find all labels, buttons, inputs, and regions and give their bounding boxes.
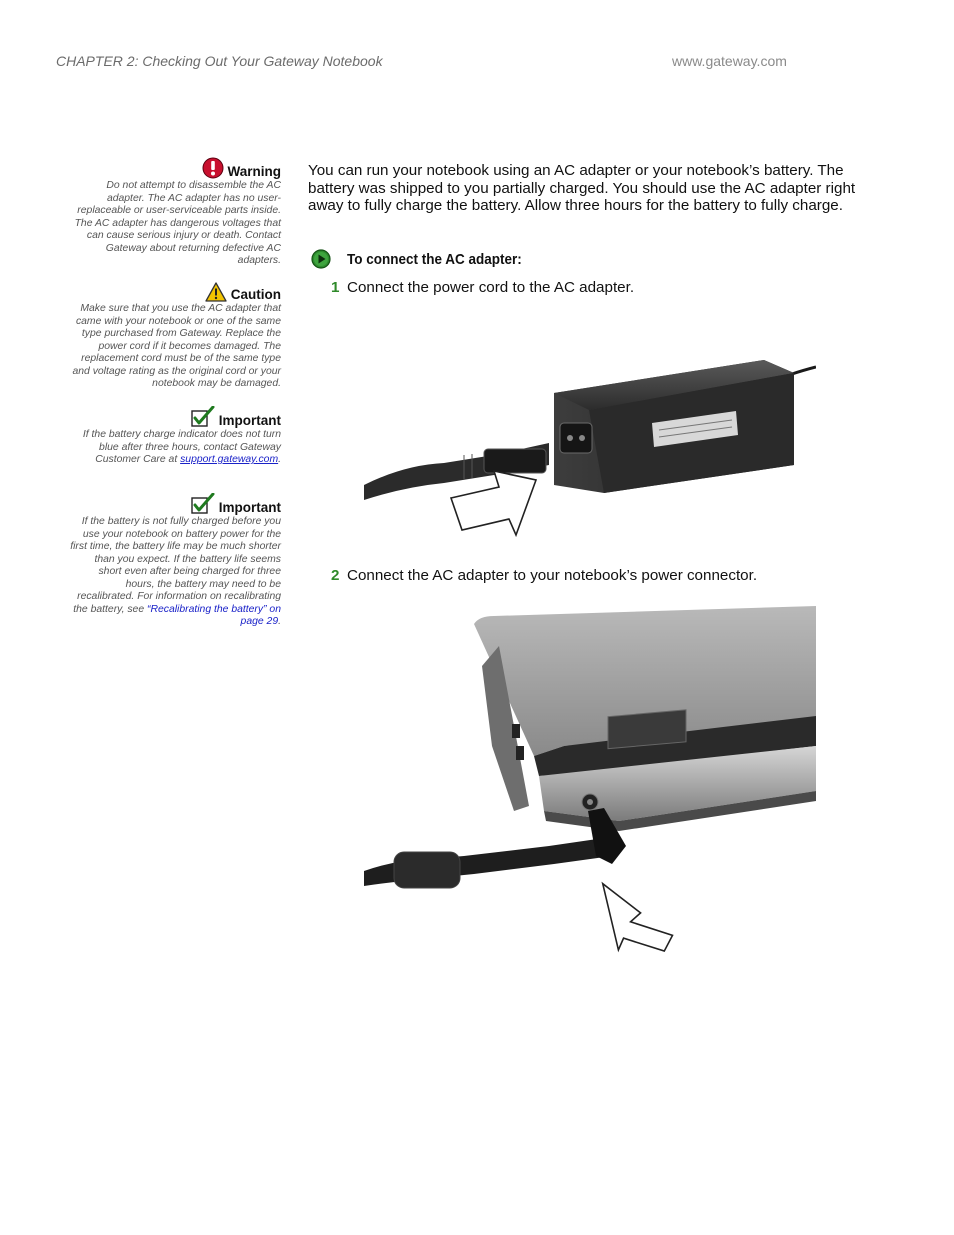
- important-body-2: If the battery is not fully charged before you use your notebook on battery power for the first time, the battery life may be much shorter than you expect. If the battery life seems short even after being charged for three hours, the battery may need to be recalibrated. For information on recalibrating the battery, see “Recalibrating the battery” on page 29.: [70, 516, 281, 627]
- warning-exclamation-icon: [202, 157, 224, 179]
- intro-paragraph: You can run your notebook using an AC adapter or your notebook’s battery. The battery was shipped to you partially charged. You should use the AC adapter right away to fully charge the battery. Allow three hours for the battery to fully charge.: [308, 162, 856, 215]
- running-header-chapter: CHAPTER 2: Checking Out Your Gateway Notebook: [56, 53, 383, 69]
- important-checkmark-icon: [191, 406, 215, 428]
- support-link[interactable]: support.gateway.com: [180, 454, 279, 465]
- main-content: [308, 162, 874, 215]
- warning-note: [70, 157, 281, 268]
- important-note-2: [70, 493, 281, 629]
- important-title-2: Important: [70, 493, 281, 515]
- important-body-1: If the battery charge indicator does not turn blue after three hours, contact Gateway Customer Care at support.gateway.com.: [82, 429, 281, 465]
- warning-title: Warning: [70, 157, 281, 179]
- recalibrating-link[interactable]: “Recalibrating the battery” on page 29: [147, 603, 281, 627]
- notebook-power-connector-illustration: [364, 606, 816, 962]
- step-2: [331, 567, 757, 584]
- ac-adapter-illustration: [364, 315, 816, 545]
- play-arrow-icon: [311, 249, 331, 269]
- step-1: [331, 279, 634, 296]
- running-header-site: www.gateway.com: [672, 53, 787, 69]
- caution-note: [70, 282, 281, 391]
- step-text: Connect the AC adapter to your notebook’s power connector.: [347, 567, 758, 584]
- procedure-heading: [311, 249, 541, 269]
- important-title-1: Important: [70, 406, 281, 428]
- warning-body: Do not attempt to disassemble the AC adapter. The AC adapter has no user-replaceable or user-serviceable parts inside. The AC adapter has dangerous voltages that can cause serious injury or death. Contact Gateway about returning defective AC adapters.: [74, 180, 281, 266]
- caution-body: Make sure that you use the AC adapter that came with your notebook or one of the same type purchased from Gateway. Replace the power cord if it becomes damaged. The replacement cord must be of the same type and voltage rating as the original cord or your notebook may be damaged.: [72, 303, 281, 389]
- caution-title: Caution: [70, 282, 281, 302]
- procedure-title: To connect the AC adapter:: [347, 250, 522, 268]
- caution-triangle-icon: [205, 282, 227, 302]
- step-number: 1: [331, 279, 340, 296]
- step-number: 2: [331, 567, 340, 584]
- important-note-1: [70, 406, 281, 467]
- important-checkmark-icon: [191, 493, 215, 515]
- step-text: Connect the power cord to the AC adapter.: [347, 279, 635, 296]
